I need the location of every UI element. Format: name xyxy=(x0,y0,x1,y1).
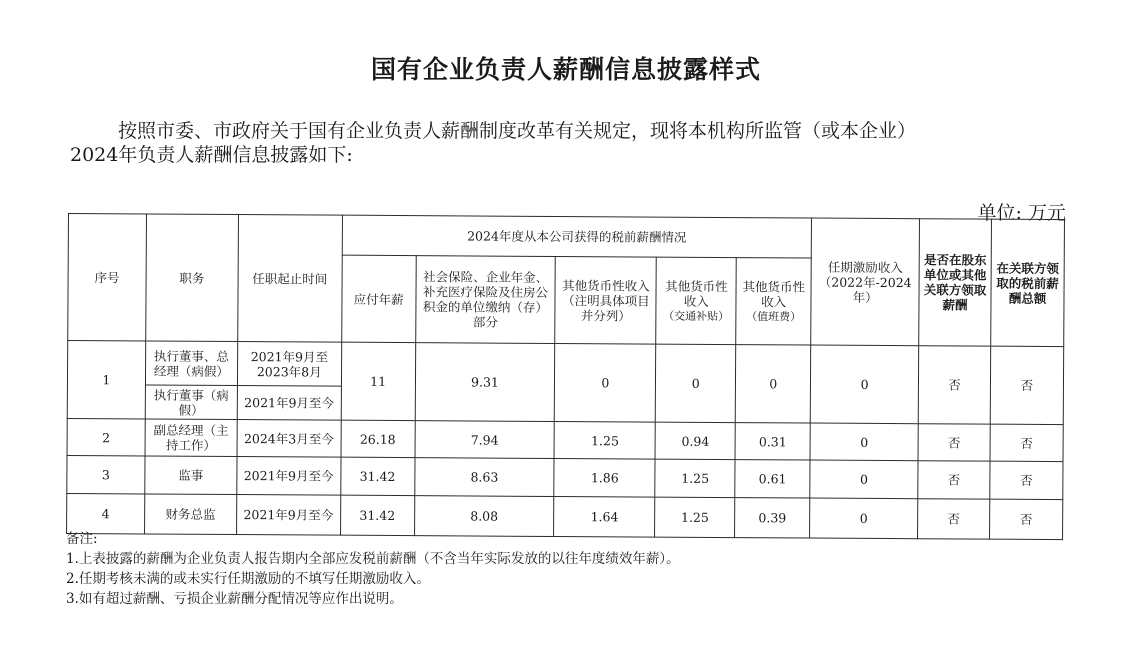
table-row xyxy=(67,455,1063,499)
header-other-income: 其他货币性收入（注明具体项目并分列） xyxy=(555,256,656,344)
row4-term-incentive: 0 xyxy=(810,498,918,539)
row2-annual-pay: 26.18 xyxy=(341,420,415,457)
row2-insurance: 7.94 xyxy=(415,421,555,459)
header-annual-pay: 应付年薪 xyxy=(341,255,415,342)
header-related-total: 在关联方领取的税前薪酬总额 xyxy=(991,219,1065,346)
salary-table xyxy=(66,213,1065,540)
table-row xyxy=(67,418,1063,461)
row4-tenure: 2021年9月至今 xyxy=(236,495,340,536)
intro-line-1: 按照市委、市政府关于国有企业负责人薪酬制度改革有关规定，现将本机构所监管（或本企业） xyxy=(118,120,917,142)
note-item-1: 1.上表披露的薪酬为企业负责人报告期内全部应发税前薪酬（不含当年实际发放的以往年度绩效年薪）。 xyxy=(66,551,680,567)
row2-tenure: 2024年3月至今 xyxy=(237,420,341,458)
row4-position: 财务总监 xyxy=(144,494,236,535)
row3-duty: 0.61 xyxy=(735,460,810,498)
row2-seq: 2 xyxy=(67,418,145,455)
header-pay-group: 2024年度从本公司获得的税前薪酬情况 xyxy=(342,215,812,258)
row3-other-income: 1.86 xyxy=(554,458,655,497)
row4-seq: 4 xyxy=(67,493,145,533)
row1-position-b: 执行董事（病假） xyxy=(145,385,237,420)
row4-related-total: 否 xyxy=(990,499,1063,539)
row1-tenure-a: 2021年9月至2023年8月 xyxy=(237,342,341,387)
row2-related-total: 否 xyxy=(990,424,1063,461)
table-row xyxy=(67,341,1063,391)
row1-transport: 0 xyxy=(656,344,736,422)
header-insurance: 社会保险、企业年金、补充医疗保险及住房公积金的单位缴纳（存）部分 xyxy=(415,256,555,344)
header-position: 职务 xyxy=(146,214,239,342)
header-tenure: 任职起止时间 xyxy=(237,215,342,343)
row3-position: 监事 xyxy=(145,456,237,495)
row3-shareholder: 否 xyxy=(918,461,990,499)
intro-line-2: 2024年负责人薪酬信息披露如下: xyxy=(70,144,353,166)
row3-seq: 3 xyxy=(67,455,145,493)
note-item-3: 3.如有超过薪酬、亏损企业薪酬分配情况等应作出说明。 xyxy=(66,591,403,607)
row2-other-income: 1.25 xyxy=(554,421,655,459)
row1-seq: 1 xyxy=(67,341,145,419)
row2-term-incentive: 0 xyxy=(810,423,918,461)
row4-other-income: 1.64 xyxy=(554,496,655,537)
row4-transport: 1.25 xyxy=(655,497,735,537)
row3-annual-pay: 31.42 xyxy=(340,457,414,495)
row1-related-total: 否 xyxy=(990,346,1063,424)
header-shareholder: 是否在股东单位或其他关联方领取薪酬 xyxy=(919,219,992,346)
row4-annual-pay: 31.42 xyxy=(340,495,414,535)
row3-transport: 1.25 xyxy=(655,459,735,497)
row1-position-a: 执行董事、总经理（病假） xyxy=(145,341,237,386)
row2-transport: 0.94 xyxy=(655,422,735,459)
header-term-incentive: 任期激励收入（2022年-2024年） xyxy=(811,218,920,346)
header-duty-sub: （值班费） xyxy=(746,309,802,323)
row2-duty: 0.31 xyxy=(735,423,810,460)
row1-annual-pay: 11 xyxy=(341,342,415,420)
row2-shareholder: 否 xyxy=(918,424,990,461)
row1-other-income: 0 xyxy=(555,343,656,422)
notes-label: 备注: xyxy=(66,531,98,547)
header-transport xyxy=(656,257,736,344)
notes-section xyxy=(66,529,680,609)
note-item-2: 2.任期考核未满的或未实行任期激励的不填写任期激励收入。 xyxy=(66,571,430,587)
row4-shareholder: 否 xyxy=(918,499,990,539)
row1-insurance: 9.31 xyxy=(415,343,555,422)
header-duty xyxy=(736,258,811,345)
header-duty-main: 其他货币性收入 xyxy=(742,278,806,309)
row3-related-total: 否 xyxy=(990,461,1063,499)
unit-label: 单位: 万元 xyxy=(977,202,1066,224)
row3-tenure: 2021年9月至今 xyxy=(237,457,341,496)
header-transport-main: 其他货币性收入 xyxy=(665,278,728,309)
header-seq: 序号 xyxy=(68,214,147,341)
row1-shareholder: 否 xyxy=(918,346,990,424)
document-title: 国有企业负责人薪酬信息披露样式 xyxy=(370,55,761,84)
row1-duty: 0 xyxy=(735,345,810,423)
row3-insurance: 8.63 xyxy=(414,458,554,497)
row2-position: 副总经理（主持工作） xyxy=(145,419,237,457)
row3-term-incentive: 0 xyxy=(810,460,918,499)
row4-duty: 0.39 xyxy=(735,498,810,538)
header-transport-sub: （交通补贴） xyxy=(663,309,730,323)
row1-term-incentive: 0 xyxy=(810,345,918,424)
row1-tenure-b: 2021年9月至今 xyxy=(237,386,341,421)
row4-insurance: 8.08 xyxy=(414,496,554,537)
